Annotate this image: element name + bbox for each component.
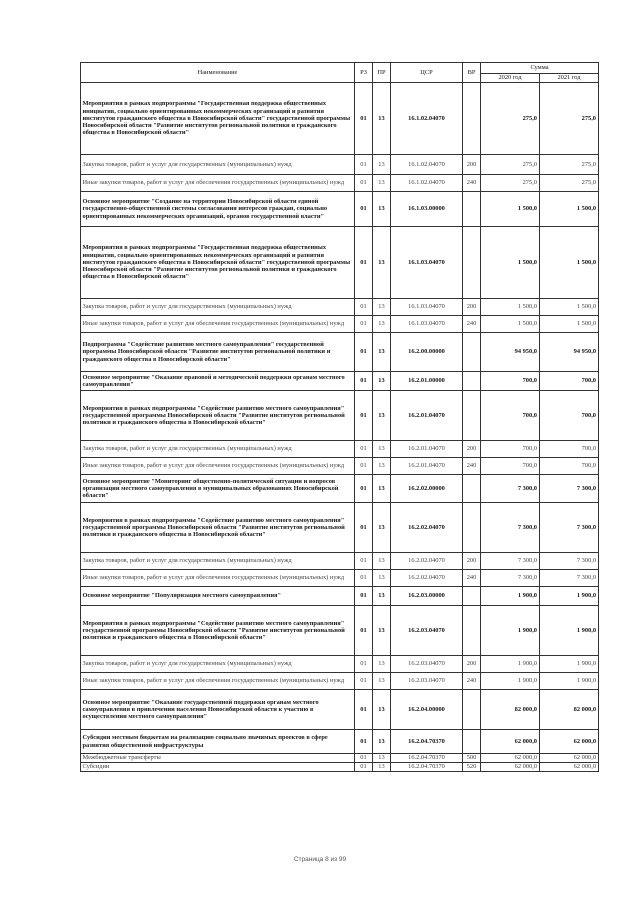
cell-rz: 01 <box>355 673 373 690</box>
cell-name: Иные закупки товаров, работ и услуг для обеспечения государственных (муниципальных) нужд <box>81 458 355 475</box>
cell-rz: 01 <box>355 441 373 458</box>
cell-name: Иные закупки товаров, работ и услуг для обеспечения государственных (муниципальных) нужд <box>81 175 355 192</box>
table-row <box>81 690 599 730</box>
cell-csr: 16.2.03.04070 <box>391 673 463 690</box>
cell-pr: 13 <box>373 475 391 503</box>
cell-rz: 01 <box>355 391 373 441</box>
cell-csr: 16.1.03.04070 <box>391 316 463 333</box>
cell-s2021: 62 000,0 <box>540 763 599 772</box>
cell-vr <box>463 587 481 606</box>
cell-name: Основное мероприятие "Мониторинг общественно-политической ситуации и вопросов организации местного самоуправления в муниципальных образованиях Новосибирской области" <box>81 475 355 503</box>
table-row <box>81 155 599 175</box>
cell-pr: 13 <box>373 458 391 475</box>
cell-s2021: 1 900,0 <box>540 673 599 690</box>
cell-pr: 13 <box>373 333 391 372</box>
cell-vr: 240 <box>463 316 481 333</box>
cell-vr: 200 <box>463 299 481 316</box>
header-sum: Сумма <box>481 63 599 74</box>
cell-s2020: 82 000,0 <box>481 690 540 730</box>
header-rz: РЗ <box>355 63 373 83</box>
cell-rz: 01 <box>355 587 373 606</box>
cell-s2021: 62 000,0 <box>540 730 599 754</box>
cell-name: Субсидии местным бюджетам на реализацию социально значимых проектов в сфере развития общественной инфраструктуры <box>81 730 355 754</box>
cell-s2021: 7 300,0 <box>540 553 599 570</box>
cell-name: Основное мероприятие "Оказание государственной поддержки органам местного самоуправления в привлечении населения Новосибирской области к участию в осуществлении местного самоуправления" <box>81 690 355 730</box>
cell-csr: 16.2.02.04070 <box>391 570 463 587</box>
cell-pr: 13 <box>373 763 391 772</box>
cell-pr: 13 <box>373 553 391 570</box>
cell-s2021: 1 900,0 <box>540 606 599 656</box>
table-body <box>81 83 599 772</box>
cell-s2021: 700,0 <box>540 458 599 475</box>
cell-s2021: 1 900,0 <box>540 656 599 673</box>
cell-vr: 200 <box>463 441 481 458</box>
cell-rz: 01 <box>355 690 373 730</box>
cell-s2020: 275,0 <box>481 175 540 192</box>
cell-csr: 16.1.03.00000 <box>391 192 463 227</box>
table-row <box>81 754 599 763</box>
cell-name: Субсидии <box>81 763 355 772</box>
cell-vr <box>463 475 481 503</box>
table-row <box>81 372 599 391</box>
header-year-2020: 2020 год <box>481 74 540 83</box>
cell-vr: 200 <box>463 656 481 673</box>
table-row <box>81 458 599 475</box>
cell-csr: 16.2.03.00000 <box>391 587 463 606</box>
cell-name: Мероприятия в рамках подпрограммы "Государственная поддержка общественных инициатив, социально ориентированных некоммерческих организаций и развития институтов гражданского общества в Новосибирской области" государственной программы Новосибирской области "Развитие институтов региональной политики и гражданского общества в Новосибирской области" <box>81 227 355 299</box>
header-year-2021: 2021 год <box>540 74 599 83</box>
cell-name: Иные закупки товаров, работ и услуг для обеспечения государственных (муниципальных) нужд <box>81 316 355 333</box>
cell-pr: 13 <box>373 227 391 299</box>
cell-vr <box>463 227 481 299</box>
cell-rz: 01 <box>355 299 373 316</box>
table-row <box>81 227 599 299</box>
cell-s2021: 275,0 <box>540 155 599 175</box>
cell-rz: 01 <box>355 372 373 391</box>
cell-name: Межбюджетные трансферты <box>81 754 355 763</box>
cell-s2021: 700,0 <box>540 441 599 458</box>
cell-pr: 13 <box>373 192 391 227</box>
cell-rz: 01 <box>355 175 373 192</box>
cell-csr: 16.2.03.04070 <box>391 656 463 673</box>
cell-csr: 16.2.01.04070 <box>391 441 463 458</box>
cell-s2020: 275,0 <box>481 155 540 175</box>
cell-csr: 16.2.01.00000 <box>391 372 463 391</box>
cell-pr: 13 <box>373 754 391 763</box>
cell-s2021: 7 300,0 <box>540 570 599 587</box>
cell-csr: 16.1.03.04070 <box>391 227 463 299</box>
budget-table-sheet <box>80 62 598 772</box>
cell-pr: 13 <box>373 690 391 730</box>
cell-s2020: 62 000,0 <box>481 754 540 763</box>
cell-rz: 01 <box>355 227 373 299</box>
cell-name: Подпрограмма "Содействие развитию местного самоуправления" государственной программы Новосибирской области "Развитие институтов региональной политики и гражданского общества в Новосибирской области" <box>81 333 355 372</box>
table-row <box>81 673 599 690</box>
table-row <box>81 475 599 503</box>
cell-name: Иные закупки товаров, работ и услуг для обеспечения государственных (муниципальных) нужд <box>81 673 355 690</box>
cell-rz: 01 <box>355 730 373 754</box>
cell-s2020: 1 900,0 <box>481 606 540 656</box>
cell-s2021: 1 500,0 <box>540 316 599 333</box>
cell-name: Закупка товаров, работ и услуг для государственных (муниципальных) нужд <box>81 299 355 316</box>
cell-pr: 13 <box>373 656 391 673</box>
cell-vr: 500 <box>463 754 481 763</box>
cell-s2020: 275,0 <box>481 83 540 155</box>
cell-s2020: 7 300,0 <box>481 570 540 587</box>
cell-rz: 01 <box>355 458 373 475</box>
cell-s2021: 1 900,0 <box>540 587 599 606</box>
table-row <box>81 83 599 155</box>
cell-pr: 13 <box>373 372 391 391</box>
cell-s2021: 1 500,0 <box>540 299 599 316</box>
cell-pr: 13 <box>373 391 391 441</box>
cell-pr: 13 <box>373 503 391 553</box>
cell-pr: 13 <box>373 570 391 587</box>
cell-csr: 16.2.04.70370 <box>391 754 463 763</box>
cell-rz: 01 <box>355 192 373 227</box>
cell-s2020: 1 500,0 <box>481 192 540 227</box>
cell-csr: 16.1.02.04070 <box>391 155 463 175</box>
cell-s2020: 700,0 <box>481 458 540 475</box>
header-name: Наименование <box>81 63 355 83</box>
cell-s2021: 700,0 <box>540 372 599 391</box>
header-pr: ПР <box>373 63 391 83</box>
cell-vr <box>463 730 481 754</box>
cell-vr: 240 <box>463 673 481 690</box>
cell-pr: 13 <box>373 730 391 754</box>
cell-rz: 01 <box>355 606 373 656</box>
cell-s2020: 1 500,0 <box>481 227 540 299</box>
cell-name: Основное мероприятие "Оказание правовой и методической поддержки органам местного самоуправления" <box>81 372 355 391</box>
cell-rz: 01 <box>355 763 373 772</box>
cell-vr: 520 <box>463 763 481 772</box>
cell-name: Закупка товаров, работ и услуг для государственных (муниципальных) нужд <box>81 553 355 570</box>
cell-csr: 16.2.01.04070 <box>391 458 463 475</box>
header-csr: ЦСР <box>391 63 463 83</box>
cell-vr: 240 <box>463 175 481 192</box>
cell-name: Мероприятия в рамках подпрограммы "Содействие развитию местного самоуправления" государственной программы Новосибирской области "Развитие институтов региональной политики и гражданского общества в Новосибирской области" <box>81 391 355 441</box>
cell-csr: 16.2.04.70370 <box>391 730 463 754</box>
cell-s2021: 7 300,0 <box>540 503 599 553</box>
header-vr: ВР <box>463 63 481 83</box>
table-row <box>81 730 599 754</box>
cell-rz: 01 <box>355 475 373 503</box>
cell-vr <box>463 391 481 441</box>
cell-vr <box>463 192 481 227</box>
cell-vr <box>463 83 481 155</box>
cell-pr: 13 <box>373 83 391 155</box>
cell-csr: 16.2.02.04070 <box>391 503 463 553</box>
table-row <box>81 192 599 227</box>
cell-vr <box>463 606 481 656</box>
cell-vr: 200 <box>463 553 481 570</box>
table-row <box>81 587 599 606</box>
cell-s2020: 700,0 <box>481 441 540 458</box>
cell-s2020: 62 000,0 <box>481 730 540 754</box>
cell-s2020: 7 300,0 <box>481 503 540 553</box>
cell-rz: 01 <box>355 656 373 673</box>
cell-name: Закупка товаров, работ и услуг для государственных (муниципальных) нужд <box>81 656 355 673</box>
cell-s2021: 1 500,0 <box>540 192 599 227</box>
cell-rz: 01 <box>355 754 373 763</box>
cell-csr: 16.2.01.04070 <box>391 391 463 441</box>
cell-pr: 13 <box>373 155 391 175</box>
cell-pr: 13 <box>373 606 391 656</box>
cell-rz: 01 <box>355 570 373 587</box>
cell-s2021: 7 300,0 <box>540 475 599 503</box>
table-row <box>81 175 599 192</box>
table-row <box>81 606 599 656</box>
table-row <box>81 299 599 316</box>
cell-rz: 01 <box>355 553 373 570</box>
page-number: Страница 8 из 99 <box>293 856 347 863</box>
table-row <box>81 391 599 441</box>
table-row <box>81 441 599 458</box>
cell-s2021: 275,0 <box>540 83 599 155</box>
cell-vr <box>463 372 481 391</box>
cell-s2020: 7 300,0 <box>481 553 540 570</box>
cell-name: Закупка товаров, работ и услуг для государственных (муниципальных) нужд <box>81 155 355 175</box>
cell-s2021: 1 500,0 <box>540 227 599 299</box>
cell-name: Мероприятия в рамках подпрограммы "Государственная поддержка общественных инициатив, социально ориентированных некоммерческих организаций и развития институтов гражданского общества в Новосибирской области" государственной программы Новосибирской области "Развитие институтов региональной политики и гражданского общества в Новосибирской области" <box>81 83 355 155</box>
cell-s2020: 94 950,0 <box>481 333 540 372</box>
cell-vr: 240 <box>463 570 481 587</box>
cell-name: Мероприятия в рамках подпрограммы "Содействие развитию местного самоуправления" государственной программы Новосибирской области "Развитие институтов региональной политики и гражданского общества в Новосибирской области" <box>81 503 355 553</box>
cell-s2020: 1 900,0 <box>481 656 540 673</box>
cell-vr: 240 <box>463 458 481 475</box>
table-row <box>81 570 599 587</box>
cell-csr: 16.2.03.04070 <box>391 606 463 656</box>
cell-pr: 13 <box>373 587 391 606</box>
cell-csr: 16.2.04.70370 <box>391 763 463 772</box>
cell-csr: 16.2.02.00000 <box>391 475 463 503</box>
cell-s2021: 82 000,0 <box>540 690 599 730</box>
cell-name: Основное мероприятие "Создание на территории Новосибирской области единой государственно-общественной системы согласования интересов граждан, социально ориентированных некоммерческих организаций, органов государственной власти" <box>81 192 355 227</box>
cell-name: Мероприятия в рамках подпрограммы "Содействие развитию местного самоуправления" государственной программы Новосибирской области "Развитие институтов региональной политики и гражданского общества в Новосибирской области" <box>81 606 355 656</box>
cell-s2020: 700,0 <box>481 372 540 391</box>
cell-s2021: 275,0 <box>540 175 599 192</box>
cell-s2020: 7 300,0 <box>481 475 540 503</box>
cell-s2021: 94 950,0 <box>540 333 599 372</box>
cell-pr: 13 <box>373 299 391 316</box>
cell-s2020: 62 000,0 <box>481 763 540 772</box>
budget-table <box>80 62 599 772</box>
cell-csr: 16.1.02.04070 <box>391 83 463 155</box>
cell-pr: 13 <box>373 673 391 690</box>
cell-s2020: 1 900,0 <box>481 587 540 606</box>
cell-vr <box>463 690 481 730</box>
cell-s2021: 700,0 <box>540 391 599 441</box>
cell-vr: 200 <box>463 155 481 175</box>
cell-s2020: 1 900,0 <box>481 673 540 690</box>
cell-s2020: 1 500,0 <box>481 299 540 316</box>
cell-vr <box>463 333 481 372</box>
cell-rz: 01 <box>355 155 373 175</box>
table-row <box>81 553 599 570</box>
cell-csr: 16.1.03.04070 <box>391 299 463 316</box>
cell-rz: 01 <box>355 503 373 553</box>
cell-rz: 01 <box>355 83 373 155</box>
cell-s2020: 700,0 <box>481 391 540 441</box>
cell-pr: 13 <box>373 441 391 458</box>
table-row <box>81 316 599 333</box>
table-row <box>81 333 599 372</box>
cell-s2021: 62 000,0 <box>540 754 599 763</box>
cell-name: Закупка товаров, работ и услуг для государственных (муниципальных) нужд <box>81 441 355 458</box>
cell-csr: 16.1.02.04070 <box>391 175 463 192</box>
cell-name: Основное мероприятие "Популяризация местного самоуправления" <box>81 587 355 606</box>
cell-pr: 13 <box>373 316 391 333</box>
cell-rz: 01 <box>355 333 373 372</box>
cell-csr: 16.2.00.00000 <box>391 333 463 372</box>
cell-rz: 01 <box>355 316 373 333</box>
cell-vr <box>463 503 481 553</box>
cell-s2020: 1 500,0 <box>481 316 540 333</box>
table-row <box>81 656 599 673</box>
cell-csr: 16.2.04.00000 <box>391 690 463 730</box>
table-row <box>81 763 599 772</box>
cell-csr: 16.2.02.04070 <box>391 553 463 570</box>
table-row <box>81 503 599 553</box>
cell-name: Иные закупки товаров, работ и услуг для обеспечения государственных (муниципальных) нужд <box>81 570 355 587</box>
cell-pr: 13 <box>373 175 391 192</box>
